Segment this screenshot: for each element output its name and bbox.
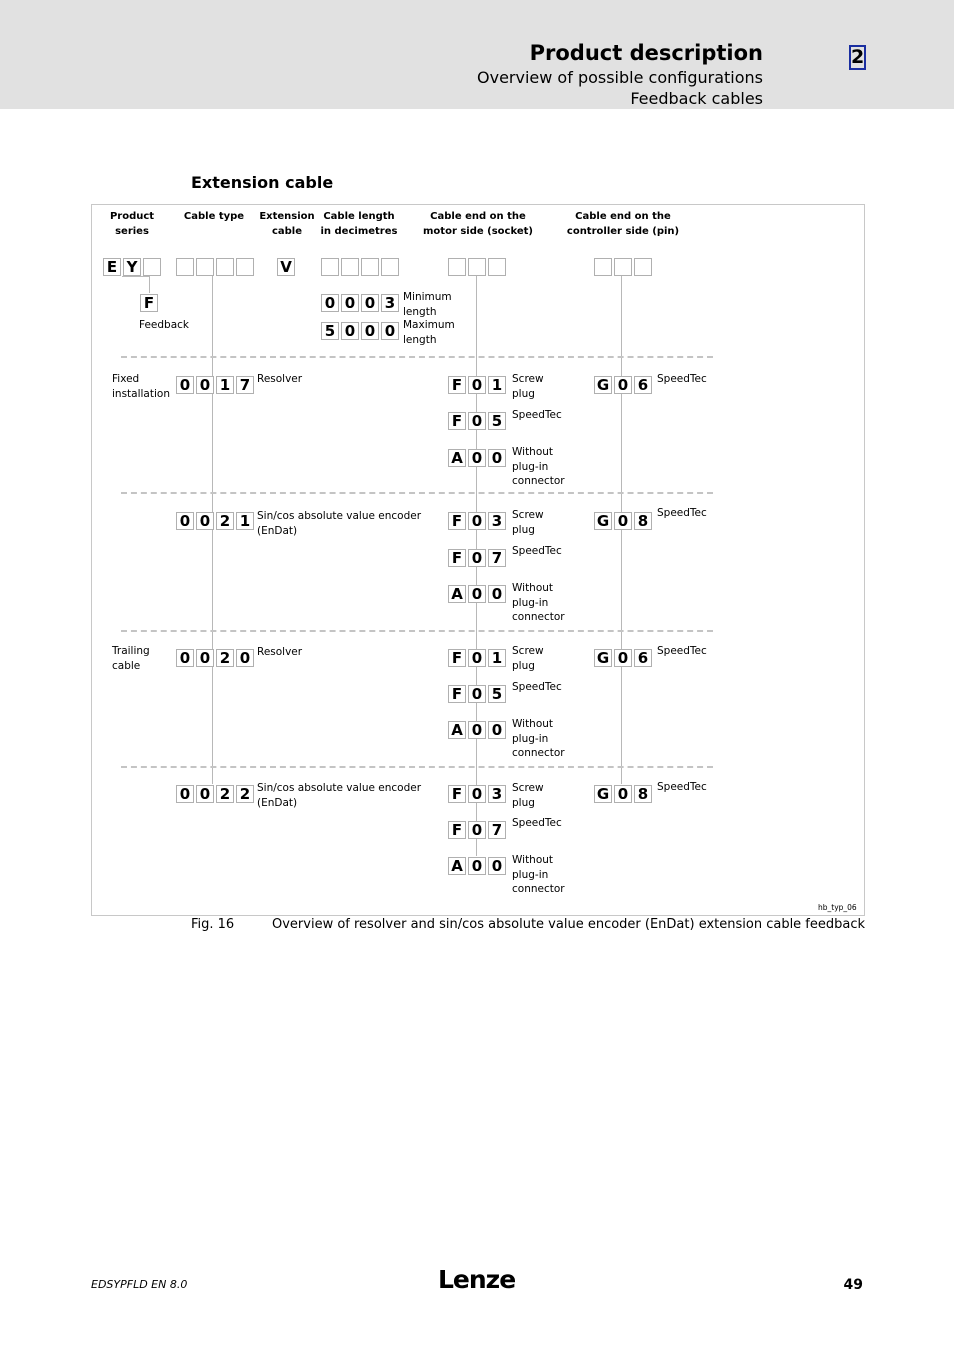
code-cell: 0 <box>468 857 486 875</box>
document-id: EDSYPFLD EN 8.0 <box>91 1278 188 1291</box>
code-cell: A <box>448 585 466 603</box>
label-screw-plug <box>512 372 544 401</box>
code-cell: 0 <box>614 649 632 667</box>
label-line: length <box>403 333 437 346</box>
code-cell: V <box>277 258 295 276</box>
label-fixed-installation <box>112 372 170 401</box>
controller-side-connector-line <box>621 276 622 784</box>
code-cable-type <box>176 258 256 276</box>
label-speedtec: SpeedTec <box>657 645 707 657</box>
label-resolver: Resolver <box>257 646 303 658</box>
code-cell: 0 <box>488 585 506 603</box>
code-cell: 0 <box>381 322 399 340</box>
code-motor-F05 <box>448 685 508 703</box>
code-cell: 0 <box>196 785 214 803</box>
code-cell: G <box>594 785 612 803</box>
colhead-motor-side <box>422 209 534 239</box>
colhead-line: Cable type <box>183 211 245 222</box>
label-line: plug <box>512 387 535 400</box>
label-screw-plug <box>512 781 544 810</box>
code-cell: F <box>448 412 466 430</box>
code-cell: 2 <box>216 649 234 667</box>
code-cell: 5 <box>488 685 506 703</box>
code-cell: A <box>448 449 466 467</box>
code-cell: 1 <box>216 376 234 394</box>
code-cell <box>236 258 254 276</box>
label-sincos-encoder <box>257 781 421 810</box>
label-speedtec: SpeedTec <box>512 681 562 693</box>
label-line: length <box>403 305 437 318</box>
code-cell: G <box>594 512 612 530</box>
colhead-line: motor side (socket) <box>423 226 533 237</box>
colhead-line: controller side (pin) <box>566 226 680 237</box>
code-cell: F <box>140 294 158 312</box>
code-controller-G08 <box>594 512 654 530</box>
label-line: Trailing <box>112 645 150 657</box>
colhead-line: Extension <box>259 211 315 222</box>
code-cell: 6 <box>634 649 652 667</box>
colhead-cable-type <box>174 209 254 224</box>
code-cell: 1 <box>488 376 506 394</box>
page-title: Product description <box>529 41 763 65</box>
code-cell: 0 <box>468 721 486 739</box>
label-line: Without <box>512 854 554 866</box>
label-line: Screw <box>512 645 544 657</box>
colhead-extension-cable <box>256 209 318 239</box>
code-cell: F <box>448 649 466 667</box>
code-feedback <box>140 294 160 312</box>
code-cell: 0 <box>196 649 214 667</box>
label-speedtec: SpeedTec <box>657 373 707 385</box>
label-line: Screw <box>512 373 544 385</box>
code-cable-length <box>321 258 401 276</box>
brand-logo: Lenze <box>438 1265 516 1294</box>
code-cell: 0 <box>196 512 214 530</box>
code-motor-A00 <box>448 857 508 875</box>
code-cell: 8 <box>634 512 652 530</box>
code-motor-F07 <box>448 821 508 839</box>
code-cell: 7 <box>488 549 506 567</box>
colhead-line: Cable end on the <box>575 211 671 222</box>
code-motor-F01 <box>448 376 508 394</box>
label-line: connector <box>512 747 565 759</box>
code-cell: F <box>448 549 466 567</box>
code-cell: 0 <box>488 449 506 467</box>
code-cell: 2 <box>216 512 234 530</box>
code-motor-A00 <box>448 721 508 739</box>
code-cell: 8 <box>634 785 652 803</box>
code-cell: 3 <box>381 294 399 312</box>
label-line: plug <box>512 523 535 536</box>
code-cell <box>634 258 652 276</box>
code-cell: 5 <box>321 322 339 340</box>
code-cell: F <box>448 512 466 530</box>
code-cell: A <box>448 857 466 875</box>
label-line: installation <box>112 387 170 400</box>
code-cell: 0 <box>468 649 486 667</box>
label-line: Sin/cos absolute value encoder <box>257 510 422 522</box>
page-subtitle-2: Feedback cables <box>630 89 763 108</box>
header-band <box>0 0 954 109</box>
code-cell: A <box>448 721 466 739</box>
label-line: Sin/cos absolute value encoder <box>257 782 422 794</box>
code-cell <box>381 258 399 276</box>
label-resolver: Resolver <box>257 373 303 385</box>
code-cell: 1 <box>488 649 506 667</box>
code-cell: 0 <box>196 376 214 394</box>
code-cell: 0 <box>321 294 339 312</box>
separator-line <box>121 356 713 358</box>
label-without-connector <box>512 853 565 897</box>
label-line: Without <box>512 718 554 730</box>
code-cell: G <box>594 376 612 394</box>
label-screw-plug <box>512 508 544 537</box>
code-motor-A00 <box>448 449 508 467</box>
code-cell: 0 <box>468 821 486 839</box>
label-speedtec: SpeedTec <box>512 817 562 829</box>
code-controller-G06 <box>594 376 654 394</box>
code-cell: 0 <box>341 322 359 340</box>
label-without-connector <box>512 445 565 489</box>
separator-line <box>121 630 713 632</box>
code-cell: 0 <box>614 512 632 530</box>
code-cell <box>216 258 234 276</box>
code-cell: 2 <box>236 785 254 803</box>
code-cell <box>361 258 379 276</box>
colhead-cable-length <box>314 209 404 239</box>
label-line: plug <box>512 659 535 672</box>
label-line: connector <box>512 883 565 895</box>
code-cell: 0 <box>341 294 359 312</box>
figure-number: Fig. 16 <box>191 917 235 932</box>
code-cell: 0 <box>468 376 486 394</box>
label-speedtec: SpeedTec <box>512 545 562 557</box>
label-line: cable <box>112 659 141 672</box>
label-line: plug <box>512 796 535 809</box>
label-line: connector <box>512 475 565 487</box>
code-cell <box>468 258 486 276</box>
label-speedtec: SpeedTec <box>657 507 707 519</box>
code-cell: 0 <box>361 322 379 340</box>
label-line: plug-in <box>512 732 549 745</box>
code-cell: 0 <box>468 685 486 703</box>
code-cable-type-0020 <box>176 649 256 667</box>
cable-type-connector-line <box>212 276 213 784</box>
code-cable-type-0017 <box>176 376 256 394</box>
label-line: Fixed <box>112 373 140 385</box>
label-without-connector <box>512 717 565 761</box>
code-cell <box>196 258 214 276</box>
label-line: (EnDat) <box>257 796 298 809</box>
label-without-connector <box>512 581 565 625</box>
code-product-series <box>103 258 163 276</box>
colhead-line: Cable end on the <box>430 211 526 222</box>
label-line: Maximum <box>403 319 455 331</box>
code-cell <box>321 258 339 276</box>
code-cell: 0 <box>361 294 379 312</box>
code-cell: 0 <box>468 449 486 467</box>
code-cell: 7 <box>488 821 506 839</box>
code-cell <box>614 258 632 276</box>
feedback-connector-line <box>149 277 150 293</box>
colhead-controller-side <box>566 209 680 239</box>
label-line: plug-in <box>512 596 549 609</box>
code-cell: Y <box>123 258 141 276</box>
label-feedback: Feedback <box>139 319 190 331</box>
code-cell: 0 <box>614 376 632 394</box>
colhead-line: in decimetres <box>320 226 398 237</box>
code-cell <box>176 258 194 276</box>
separator-line <box>121 492 713 494</box>
code-cell: 3 <box>488 512 506 530</box>
code-motor-side <box>448 258 508 276</box>
colhead-line: cable <box>271 226 303 237</box>
code-cell: 0 <box>468 785 486 803</box>
colhead-line: series <box>115 226 149 237</box>
colhead-line: Product <box>109 211 155 222</box>
code-motor-F07 <box>448 549 508 567</box>
code-controller-G06 <box>594 649 654 667</box>
code-cell: G <box>594 649 612 667</box>
code-cell: F <box>448 785 466 803</box>
figure-tag: hb_typ_06 <box>818 903 857 912</box>
page-subtitle: Overview of possible configurations <box>477 68 763 87</box>
code-cell: E <box>103 258 121 276</box>
label-maximum-length <box>403 318 455 347</box>
label-line: Without <box>512 582 554 594</box>
code-cell: 0 <box>488 857 506 875</box>
colhead-product-series <box>102 209 162 239</box>
code-cell: 0 <box>236 649 254 667</box>
code-cell: 1 <box>236 512 254 530</box>
code-cell: F <box>448 685 466 703</box>
colhead-line: Cable length <box>323 211 395 222</box>
code-controller-side <box>594 258 654 276</box>
label-speedtec: SpeedTec <box>657 781 707 793</box>
label-trailing-cable <box>112 644 150 673</box>
label-line: Screw <box>512 782 544 794</box>
code-cell <box>488 258 506 276</box>
code-cell: 0 <box>176 649 194 667</box>
code-cell: F <box>448 821 466 839</box>
code-motor-A00 <box>448 585 508 603</box>
code-cell <box>341 258 359 276</box>
label-line: plug-in <box>512 868 549 881</box>
label-line: (EnDat) <box>257 524 298 537</box>
code-cell: 0 <box>176 376 194 394</box>
code-cell: 0 <box>614 785 632 803</box>
label-line: Minimum <box>403 291 452 303</box>
code-cell: 2 <box>216 785 234 803</box>
code-cell: 0 <box>468 512 486 530</box>
code-cell: 0 <box>468 412 486 430</box>
label-line: Screw <box>512 509 544 521</box>
label-sincos-encoder <box>257 509 421 538</box>
code-cell: F <box>448 376 466 394</box>
code-cable-type-0021 <box>176 512 256 530</box>
code-cell: 0 <box>468 585 486 603</box>
label-line: plug-in <box>512 460 549 473</box>
code-motor-F03 <box>448 512 508 530</box>
label-screw-plug <box>512 644 544 673</box>
separator-line <box>121 766 713 768</box>
code-motor-F01 <box>448 649 508 667</box>
code-cable-type-0022 <box>176 785 256 803</box>
code-cell: 0 <box>176 785 194 803</box>
code-length-min <box>321 294 401 312</box>
code-motor-F03 <box>448 785 508 803</box>
label-line: connector <box>512 611 565 623</box>
code-motor-F05 <box>448 412 508 430</box>
code-extension <box>277 258 297 276</box>
label-minimum-length <box>403 290 452 319</box>
code-cell: 0 <box>176 512 194 530</box>
code-cell: 0 <box>488 721 506 739</box>
code-cell: 7 <box>236 376 254 394</box>
code-controller-G08 <box>594 785 654 803</box>
feedback-connector-line-h <box>122 276 150 277</box>
figure-caption: Overview of resolver and sin/cos absolute value encoder (EnDat) extension cable feedback <box>272 917 866 932</box>
code-cell: 6 <box>634 376 652 394</box>
code-cell: 0 <box>468 549 486 567</box>
code-cell: 5 <box>488 412 506 430</box>
code-length-max <box>321 322 401 340</box>
code-cell <box>448 258 466 276</box>
section-title: Extension cable <box>191 173 334 192</box>
page-number: 49 <box>843 1277 863 1293</box>
label-line: Without <box>512 446 554 458</box>
code-cell: 3 <box>488 785 506 803</box>
label-speedtec: SpeedTec <box>512 409 562 421</box>
chapter-badge: 2 <box>851 46 865 68</box>
code-cell <box>594 258 612 276</box>
code-cell <box>143 258 161 276</box>
